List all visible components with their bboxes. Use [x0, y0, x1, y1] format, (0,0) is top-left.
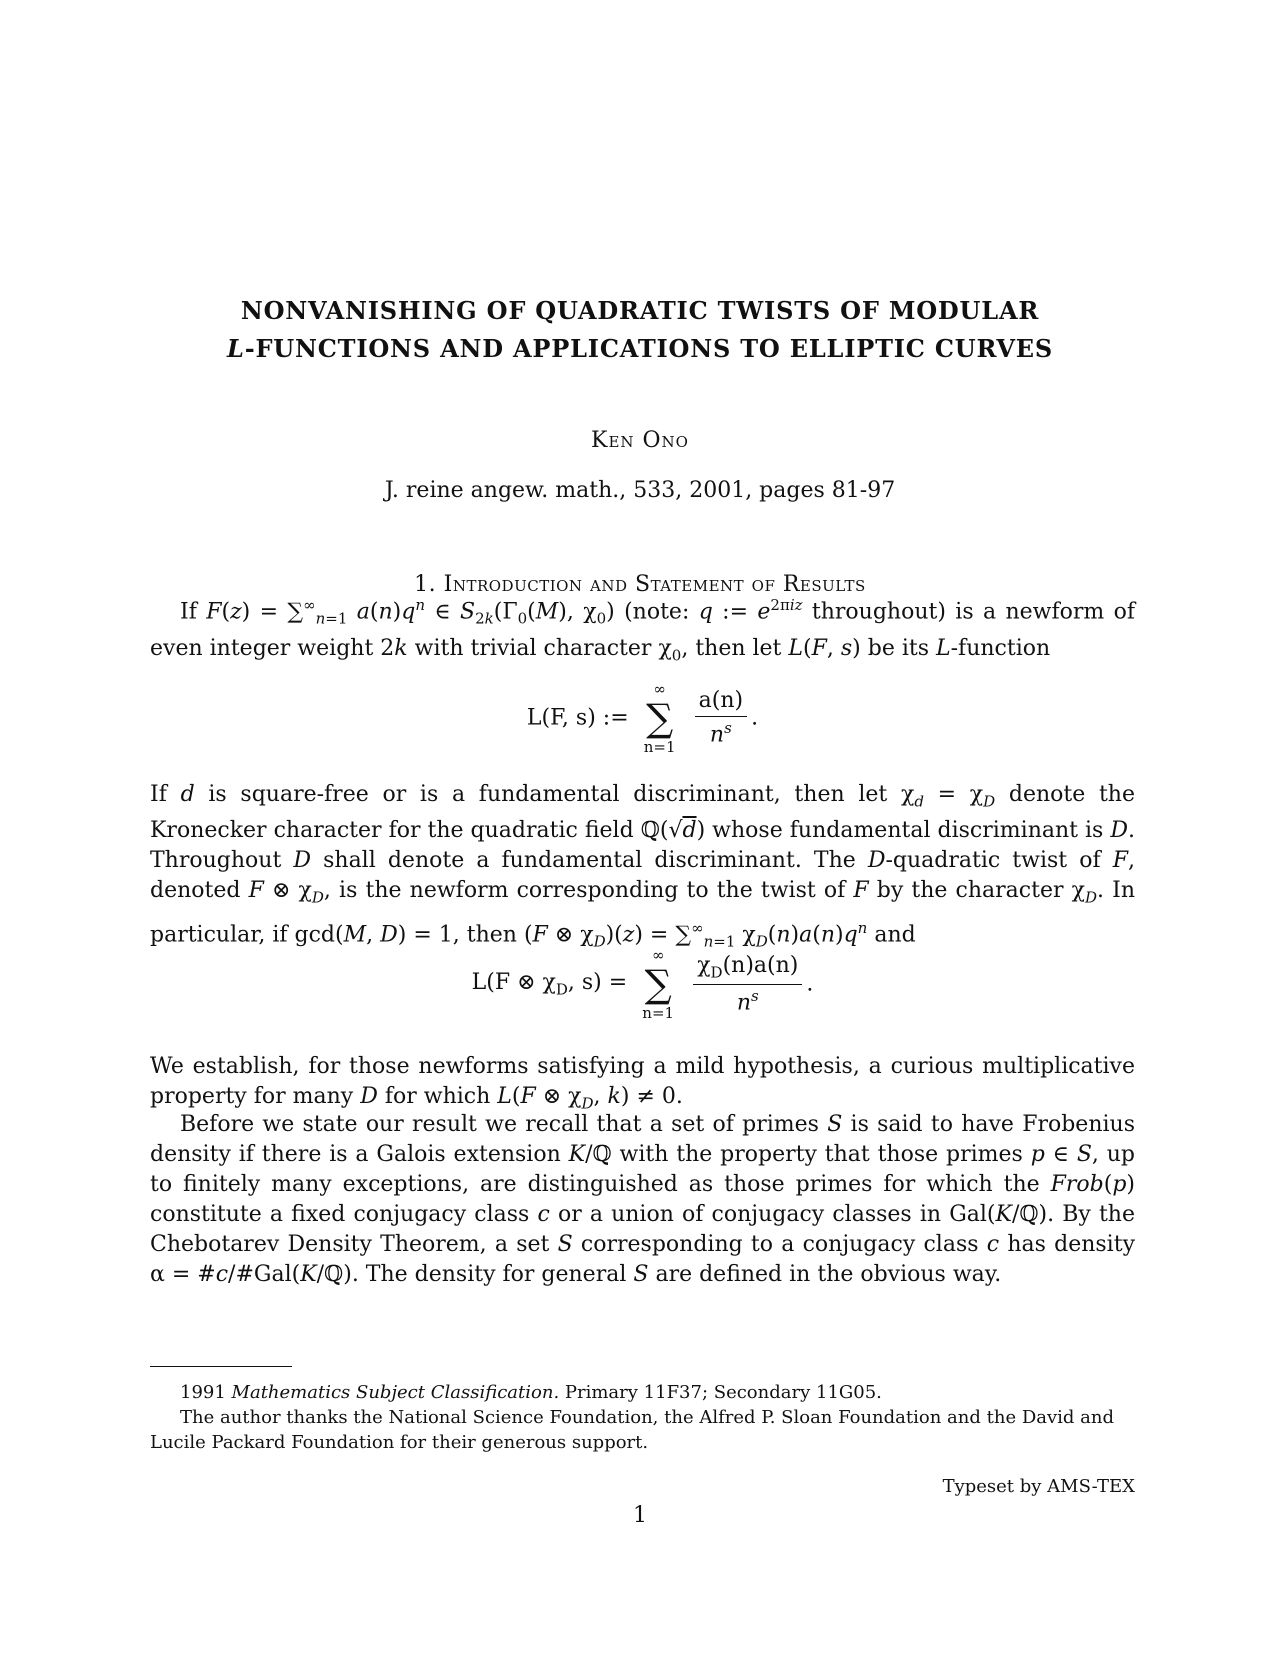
intro-paragraph-3: We establish, for those newforms satisfying a mild hypothesis, a curious multiplicative property for many D for which L(F ⊗ $\chi_D$, k) ≠ 0. — [150, 1054, 1135, 1113]
equation-2: L(F ⊗ $\chi_D$, s) = ∞ ∑ n=1 $\frac{\chi_D(n)a(n)}{n^s}$ . — [471, 946, 814, 1022]
footnotes — [150, 1380, 1135, 1455]
section-heading: 1. Introduction and Statement of Results — [414, 572, 866, 597]
title-line-1: NONVANISHING OF QUADRATIC TWISTS OF MODULAR — [240, 296, 1040, 325]
intro-paragraph-2: If d is square-free or is a fundamental discriminant, then let $\chi_d = \chi_D$ denote the Kronecker character for the quadratic field ℚ(√d) whose fundamental discriminant is D. Throughout D shall denote a fundamental discriminant. The D-quadratic twist of F, denoted F ⊗ $\chi_D$, is the newform corresponding to the twist of F by the character $\chi_D$. In particular, if gcd(M, D) = 1, then (F ⊗ $\chi_D)(z) = \sum^\infty_{n=1}$ $\chi_D(n)a(n)q^n$ and — [150, 782, 1136, 951]
footnote-msc: 1991 Mathematics Subject Classification. Primary 11F37; Secondary 11G05. — [180, 1382, 882, 1403]
footnote-thanks: The author thanks the National Science Foundation, the Alfred P. Sloan Foundation and the David and Lucile Packard Foundation for their generous support. — [150, 1407, 1114, 1453]
intro-paragraph-4: Before we state our result we recall that a set of primes S is said to have Frobenius density if there is a Galois extension K/ℚ with the property that those primes p ∈ S, up to finitely many exceptions, are distinguished as those primes for which the Frob(p) constitute a fixed conjugacy class c or a union of conjugacy classes in Gal(K/ℚ). By the Chebotarev Density Theorem, a set S corresponding to a conjugacy class c has density α = #c/#Gal(K/ℚ). The density for general S are defined in the obvious way. — [150, 1112, 1136, 1287]
paper-title — [150, 292, 1130, 368]
fraction: $\frac{a(n)}{n^s}$ — [695, 688, 747, 747]
page-number: 1 — [633, 1503, 647, 1528]
author-name: Ken Ono — [591, 428, 689, 453]
typeset-note: Typeset by AMS-TEX — [942, 1476, 1135, 1497]
title-line-2: L-FUNCTIONS AND APPLICATIONS TO ELLIPTIC CURVES — [227, 334, 1053, 363]
intro-paragraph-1: If $F(z) = \sum^\infty_{n=1}$ $a(n)q^n$ ∈ $S_{2k}(\Gamma_0(M)$, $\chi_0$) (note: q := $e^{2\pi iz}$ throughout) is a newform of even integer weight 2k with trivial character $\chi_0$, then let L(F, s) be its L-function — [150, 596, 1135, 665]
footnote-rule — [150, 1366, 292, 1367]
summation-symbol: ∞ ∑ n=1 — [643, 680, 676, 756]
summation-symbol: ∞ ∑ n=1 — [642, 946, 675, 1022]
citation: J. reine angew. math., 533, 2001, pages 81-97 — [384, 478, 896, 503]
fraction: $\frac{\chi_D(n)a(n)}{n^s}$ — [693, 953, 802, 1016]
equation-1: L(F, s) := ∞ ∑ n=1 $\frac{a(n)}{n^s}$ . — [526, 680, 759, 756]
